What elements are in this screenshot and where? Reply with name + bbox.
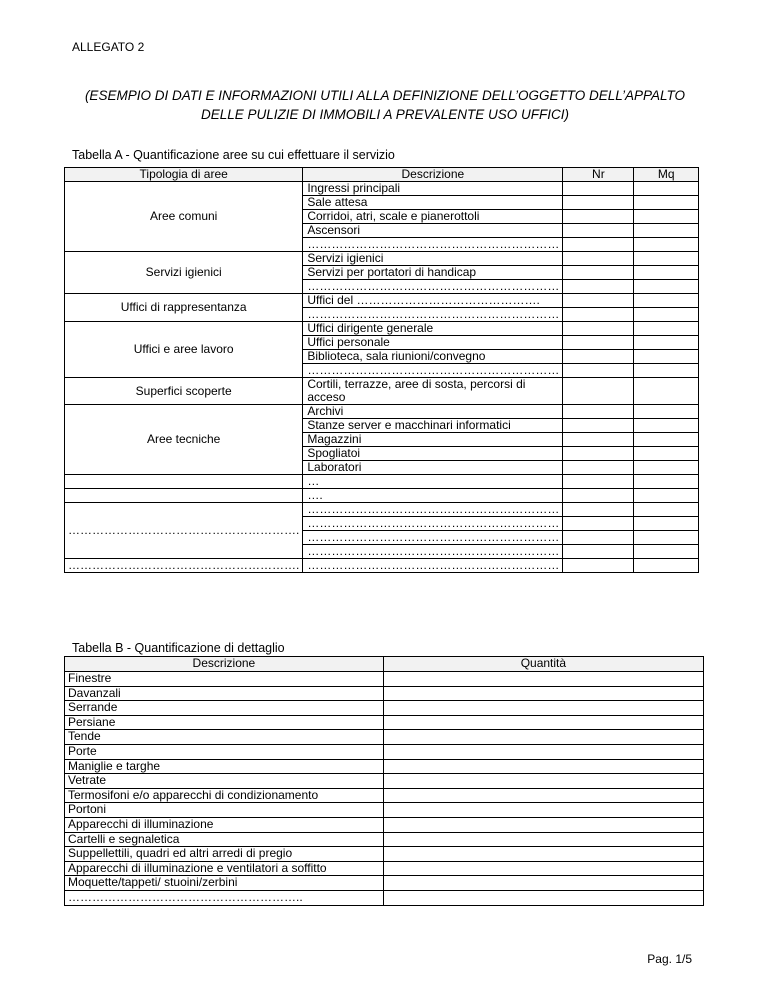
item-quantita[interactable] <box>383 803 703 818</box>
item-descrizione: ………………………………………………….. <box>65 890 384 905</box>
title-line-2: DELLE PULIZIE DI IMMOBILI A PREVALENTE USO UFFICI) <box>200 107 570 122</box>
descrizione-cell: Servizi igienici <box>303 252 563 266</box>
mq-cell[interactable] <box>634 210 699 224</box>
descrizione-cell: … <box>303 475 563 489</box>
descrizione-cell: Laboratori <box>303 461 563 475</box>
table-b-row <box>65 672 704 687</box>
table-a-caption: Tabella A - Quantificazione aree su cui effettuare il servizio <box>72 148 395 162</box>
table-b-row <box>65 715 704 730</box>
nr-cell[interactable] <box>563 489 634 503</box>
table-a-row <box>65 182 699 196</box>
nr-cell[interactable] <box>563 545 634 559</box>
descrizione-cell: Uffici del ………………………………………. <box>303 294 563 308</box>
header-tipologia: Tipologia di aree <box>65 168 303 182</box>
nr-cell[interactable] <box>563 308 634 322</box>
table-b-row <box>65 876 704 891</box>
item-descrizione: Vetrate <box>65 774 384 789</box>
mq-cell[interactable] <box>634 475 699 489</box>
nr-cell[interactable] <box>563 196 634 210</box>
nr-cell[interactable] <box>563 559 634 573</box>
item-quantita[interactable] <box>383 876 703 891</box>
item-quantita[interactable] <box>383 788 703 803</box>
mq-cell[interactable] <box>634 489 699 503</box>
title-line-1: (ESEMPIO DI DATI E INFORMAZIONI UTILI ALLA DEFINIZIONE DELL’OGGETTO DELL’APPALTO <box>84 88 686 103</box>
descrizione-cell: ……………………………………………………… <box>303 280 563 294</box>
table-a-row <box>65 475 699 489</box>
table-b-caption: Tabella B - Quantificazione di dettaglio <box>72 641 285 655</box>
table-b-row <box>65 861 704 876</box>
table-b-row <box>65 788 704 803</box>
tipologia-cell: Servizi igienici <box>65 252 303 294</box>
table-b-row <box>65 847 704 862</box>
item-quantita[interactable] <box>383 861 703 876</box>
mq-cell[interactable] <box>634 364 699 378</box>
table-a-row <box>65 559 699 573</box>
descrizione-cell: ……………………………………………………… <box>303 364 563 378</box>
table-b-row <box>65 744 704 759</box>
nr-cell[interactable] <box>563 182 634 196</box>
table-b <box>64 656 704 906</box>
descrizione-cell: Biblioteca, sala riunioni/convegno <box>303 350 563 364</box>
item-quantita[interactable] <box>383 744 703 759</box>
item-quantita[interactable] <box>383 701 703 716</box>
tipologia-cell: Aree tecniche <box>65 405 303 475</box>
tipologia-cell: Superfici scoperte <box>65 378 303 405</box>
item-descrizione: Apparecchi di illuminazione e ventilatori a soffitto <box>65 861 384 876</box>
item-descrizione: Porte <box>65 744 384 759</box>
nr-cell[interactable] <box>563 322 634 336</box>
item-quantita[interactable] <box>383 847 703 862</box>
item-quantita[interactable] <box>383 832 703 847</box>
descrizione-cell: Sale attesa <box>303 196 563 210</box>
item-quantita[interactable] <box>383 715 703 730</box>
descrizione-cell: Servizi per portatori di handicap <box>303 266 563 280</box>
table-b-row <box>65 817 704 832</box>
nr-cell[interactable] <box>563 378 634 405</box>
header-descrizione-b: Descrizione <box>65 657 384 672</box>
mq-cell[interactable] <box>634 196 699 210</box>
descrizione-cell: Ingressi principali <box>303 182 563 196</box>
mq-cell[interactable] <box>634 224 699 238</box>
descrizione-cell: Stanze server e macchinari informatici <box>303 419 563 433</box>
mq-cell[interactable] <box>634 336 699 350</box>
mq-cell[interactable] <box>634 280 699 294</box>
item-quantita[interactable] <box>383 730 703 745</box>
page-number: Pag. 1/5 <box>647 952 692 966</box>
table-b-row <box>65 759 704 774</box>
descrizione-cell: Spogliatoi <box>303 447 563 461</box>
table-a-row <box>65 252 699 266</box>
table-b-row <box>65 890 704 905</box>
table-a-row <box>65 503 699 517</box>
table-a-row <box>65 378 699 405</box>
nr-cell[interactable] <box>563 461 634 475</box>
mq-cell[interactable] <box>634 461 699 475</box>
header-mq: Mq <box>634 168 699 182</box>
item-quantita[interactable] <box>383 817 703 832</box>
nr-cell[interactable] <box>563 419 634 433</box>
item-descrizione: Persiane <box>65 715 384 730</box>
nr-cell[interactable] <box>563 224 634 238</box>
descrizione-cell: ……………………………………………………… <box>303 531 563 545</box>
nr-cell[interactable] <box>563 238 634 252</box>
nr-cell[interactable] <box>563 503 634 517</box>
mq-cell[interactable] <box>634 294 699 308</box>
mq-cell[interactable] <box>634 447 699 461</box>
table-a-row <box>65 294 699 308</box>
mq-cell[interactable] <box>634 350 699 364</box>
descrizione-cell: Uffici dirigente generale <box>303 322 563 336</box>
header-quantita: Quantità <box>383 657 703 672</box>
nr-cell[interactable] <box>563 350 634 364</box>
nr-cell[interactable] <box>563 280 634 294</box>
descrizione-cell: ……………………………………………………… <box>303 545 563 559</box>
nr-cell[interactable] <box>563 210 634 224</box>
descrizione-cell: ……………………………………………………… <box>303 238 563 252</box>
item-descrizione: Davanzali <box>65 686 384 701</box>
nr-cell[interactable] <box>563 266 634 280</box>
header-descrizione: Descrizione <box>303 168 563 182</box>
mq-cell[interactable] <box>634 322 699 336</box>
mq-cell[interactable] <box>634 378 699 405</box>
mq-cell[interactable] <box>634 252 699 266</box>
nr-cell[interactable] <box>563 531 634 545</box>
table-b-row <box>65 701 704 716</box>
nr-cell[interactable] <box>563 294 634 308</box>
table-b-row <box>65 730 704 745</box>
item-quantita[interactable] <box>383 890 703 905</box>
nr-cell[interactable] <box>563 405 634 419</box>
item-descrizione: Suppellettili, quadri ed altri arredi di pregio <box>65 847 384 862</box>
descrizione-cell: Ascensori <box>303 224 563 238</box>
mq-cell[interactable] <box>634 531 699 545</box>
table-a-row <box>65 405 699 419</box>
descrizione-cell: ……………………………………………………… <box>303 559 563 573</box>
mq-cell[interactable] <box>634 503 699 517</box>
tipologia-cell: …………………………………………………. <box>65 559 303 573</box>
tipologia-cell: Uffici e aree lavoro <box>65 322 303 378</box>
mq-cell[interactable] <box>634 182 699 196</box>
item-descrizione: Moquette/tappeti/ stuoini/zerbini <box>65 876 384 891</box>
item-quantita[interactable] <box>383 774 703 789</box>
descrizione-cell: Magazzini <box>303 433 563 447</box>
item-descrizione: Termosifoni e/o apparecchi di condizionamento <box>65 788 384 803</box>
mq-cell[interactable] <box>634 266 699 280</box>
mq-cell[interactable] <box>634 419 699 433</box>
table-a-row <box>65 322 699 336</box>
tipologia-cell: Aree comuni <box>65 182 303 252</box>
descrizione-cell: ……………………………………………………… <box>303 308 563 322</box>
table-b-row <box>65 832 704 847</box>
mq-cell[interactable] <box>634 545 699 559</box>
mq-cell[interactable] <box>634 433 699 447</box>
item-quantita[interactable] <box>383 672 703 687</box>
document-header: ALLEGATO 2 <box>72 40 145 54</box>
nr-cell[interactable] <box>563 336 634 350</box>
item-quantita[interactable] <box>383 686 703 701</box>
tipologia-cell <box>65 475 303 489</box>
item-descrizione: Tende <box>65 730 384 745</box>
nr-cell[interactable] <box>563 252 634 266</box>
item-descrizione: Cartelli e segnaletica <box>65 832 384 847</box>
document-title <box>60 86 710 124</box>
descrizione-cell: Uffici personale <box>303 336 563 350</box>
item-descrizione: Apparecchi di illuminazione <box>65 817 384 832</box>
table-b-row <box>65 803 704 818</box>
header-nr: Nr <box>563 168 634 182</box>
nr-cell[interactable] <box>563 364 634 378</box>
nr-cell[interactable] <box>563 475 634 489</box>
tipologia-cell: …………………………………………………. <box>65 503 303 559</box>
item-quantita[interactable] <box>383 759 703 774</box>
tipologia-cell <box>65 489 303 503</box>
nr-cell[interactable] <box>563 433 634 447</box>
mq-cell[interactable] <box>634 559 699 573</box>
item-descrizione: Portoni <box>65 803 384 818</box>
descrizione-cell: Corridoi, atri, scale e pianerottoli <box>303 210 563 224</box>
descrizione-cell: ……………………………………………………… <box>303 517 563 531</box>
table-a-row <box>65 489 699 503</box>
table-a <box>64 167 699 573</box>
table-b-row <box>65 686 704 701</box>
descrizione-cell: Archivi <box>303 405 563 419</box>
tipologia-cell: Uffici di rappresentanza <box>65 294 303 322</box>
item-descrizione: Finestre <box>65 672 384 687</box>
mq-cell[interactable] <box>634 405 699 419</box>
table-b-row <box>65 774 704 789</box>
descrizione-cell: Cortili, terrazze, aree di sosta, percorsi di acceso <box>303 378 563 405</box>
mq-cell[interactable] <box>634 238 699 252</box>
descrizione-cell: ……………………………………………………… <box>303 503 563 517</box>
descrizione-cell: …. <box>303 489 563 503</box>
mq-cell[interactable] <box>634 308 699 322</box>
nr-cell[interactable] <box>563 517 634 531</box>
mq-cell[interactable] <box>634 517 699 531</box>
nr-cell[interactable] <box>563 447 634 461</box>
item-descrizione: Maniglie e targhe <box>65 759 384 774</box>
item-descrizione: Serrande <box>65 701 384 716</box>
